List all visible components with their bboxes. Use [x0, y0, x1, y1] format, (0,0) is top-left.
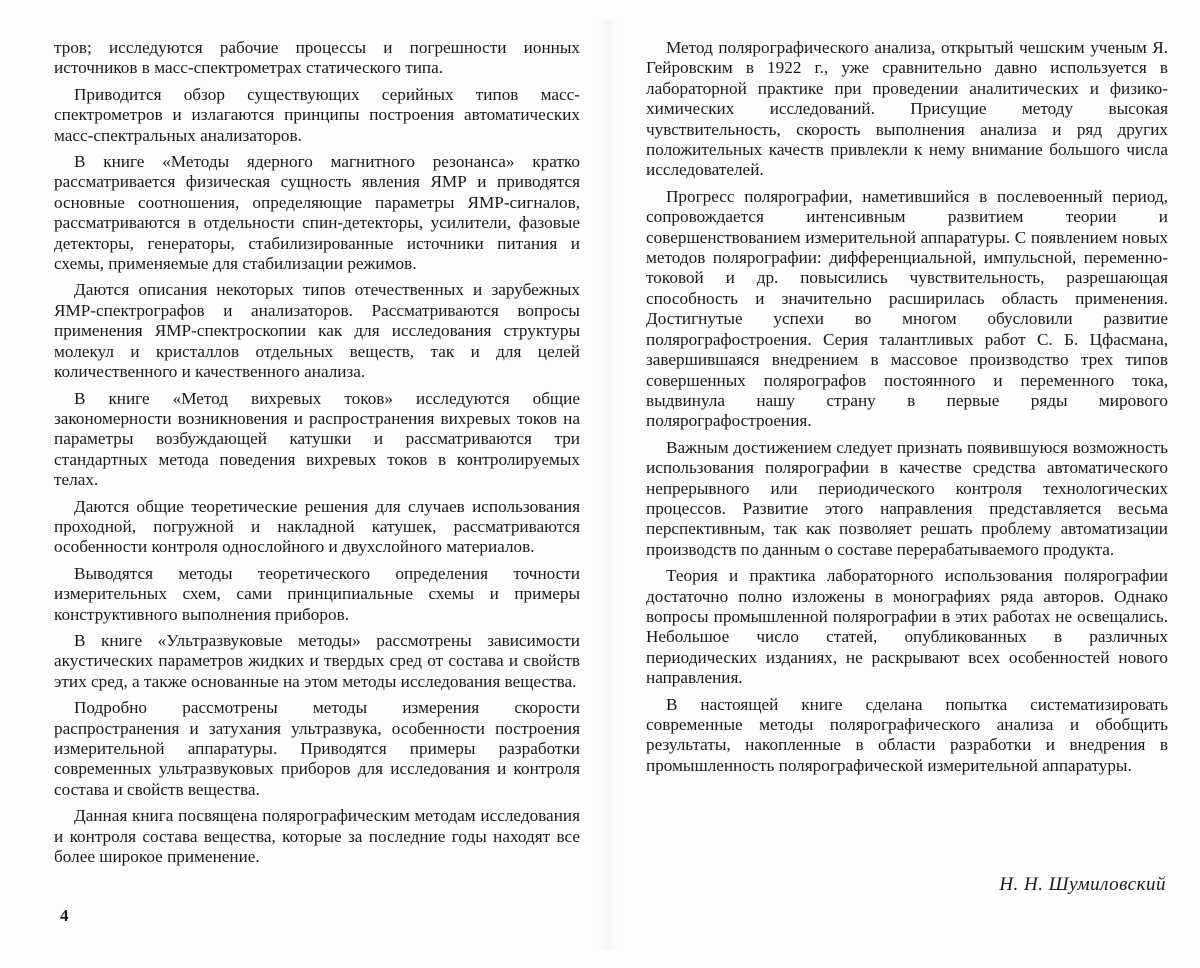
paragraph: В книге «Ультразвуковые методы» рассмотрены зависимости акустических параметров жидких и твердых сред от состава и свойств этих сред, а также основанные на этом методы исследования вещества.: [54, 630, 580, 691]
left-page: [54, 38, 580, 867]
paragraph: Приводится обзор существующих серийных типов масс-спектрометров и излагаются принципы построения автоматических масс-спектральных анализаторов.: [54, 84, 580, 145]
paragraph: Выводятся методы теоретического определения точности измерительных схем, сами принципиальные схемы и примеры конструктивного выполнения приборов.: [54, 563, 580, 624]
paragraph: Данная книга посвящена полярографическим методам исследования и контроля состава вещества, которые за последние годы находят все более широкое применение.: [54, 806, 580, 867]
right-page: [646, 38, 1168, 776]
paragraph: В настоящей книге сделана попытка систематизировать современные методы полярографического анализа и обобщить результаты, накопленные в области разработки и внедрения в промышленность полярографической измерительной аппаратуры.: [646, 694, 1168, 775]
paragraph: Даются описания некоторых типов отечественных и зарубежных ЯМР-спектрографов и анализаторов. Рассматриваются вопросы применения ЯМР-спектроскопии как для исследования структуры молекул и кристаллов отдельных веществ, так и для целей количественного и качественного анализа.: [54, 280, 580, 382]
paragraph: Подробно рассмотрены методы измерения скорости распространения и затухания ультразвука, особенности построения измерительной аппаратуры. Приводятся примеры разработки современных ультразвуковых приборов для исследования и контроля состава и свойств вещества.: [54, 698, 580, 799]
paragraph: Теория и практика лабораторного использования полярографии достаточно полно изложены в монографиях ряда авторов. Однако вопросы промышленной полярографии в этих работах не освещались. Небольшое число статей, опубликованных в различных периодических изданиях, не раскрывают всех особенностей нового направления.: [646, 566, 1168, 688]
paragraph: Метод полярографического анализа, открытый чешским ученым Я. Гейровским в 1922 г., уже сравнительно давно используется в лабораторной практике при проведении аналитических и физико-химических исследований. Присущие методу высокая чувствительность, скорость выполнения анализа и ряд других положительных качеств привлекли к нему внимание большого числа исследователей.: [646, 38, 1168, 180]
paragraph: В книге «Метод вихревых токов» исследуются общие закономерности возникновения и распространения вихревых токов на параметры возбуждающей катушки и рассматриваются три стандартных метода поведения вихревых токов в контролируемых телах.: [54, 388, 580, 490]
paragraph: Прогресс полярографии, наметившийся в послевоенный период, сопровождается интенсивным развитием теории и совершенствованием измерительной аппаратуры. С появлением новых методов полярографии: дифференциальной, импульсной, переменно-токовой и др. повысились чувствительность, разрешающая способность и значительно расширилась область применения. Достигнутые успехи во многом обусловили развитие полярографостроения. Серия талантливых работ С. Б. Цфасмана, завершившаяся внедрением в массовое производство трех типов совершенных полярографов постоянного и переменного тока, выдвинула нашу страну в первые ряды мирового полярографостроения.: [646, 186, 1168, 431]
page-number: 4: [60, 906, 69, 925]
page-gutter: [598, 20, 618, 950]
paragraph: Важным достижением следует признать появившуюся возможность использования полярографии в качестве средства автоматического непрерывного или периодического контроля технологических процессов. Развитие этого направления представляется весьма перспективным, так как позволяет решать проблему автоматизации производств по данным о составе перерабатываемого продукта.: [646, 437, 1168, 559]
paragraph: тров; исследуются рабочие процессы и погрешности ионных источников в масс-спектрометрах статического типа.: [54, 38, 580, 78]
paragraph: Даются общие теоретические решения для случаев использования проходной, погружной и накладной катушек, рассматриваются особенности контроля однослойного и двухслойного материалов.: [54, 496, 580, 557]
paragraph: В книге «Методы ядерного магнитного резонанса» кратко рассматривается физическая сущность явления ЯМР и приводятся основные соотношения, определяющие параметры ЯМР-сигналов, рассматриваются в отдельности спин-детекторы, усилители, фазовые детекторы, генераторы, стабилизированные источники питания и схемы, применяемые для стабилизации режимов.: [54, 152, 580, 274]
author-signature: Н. Н. Шумиловский: [999, 874, 1166, 895]
